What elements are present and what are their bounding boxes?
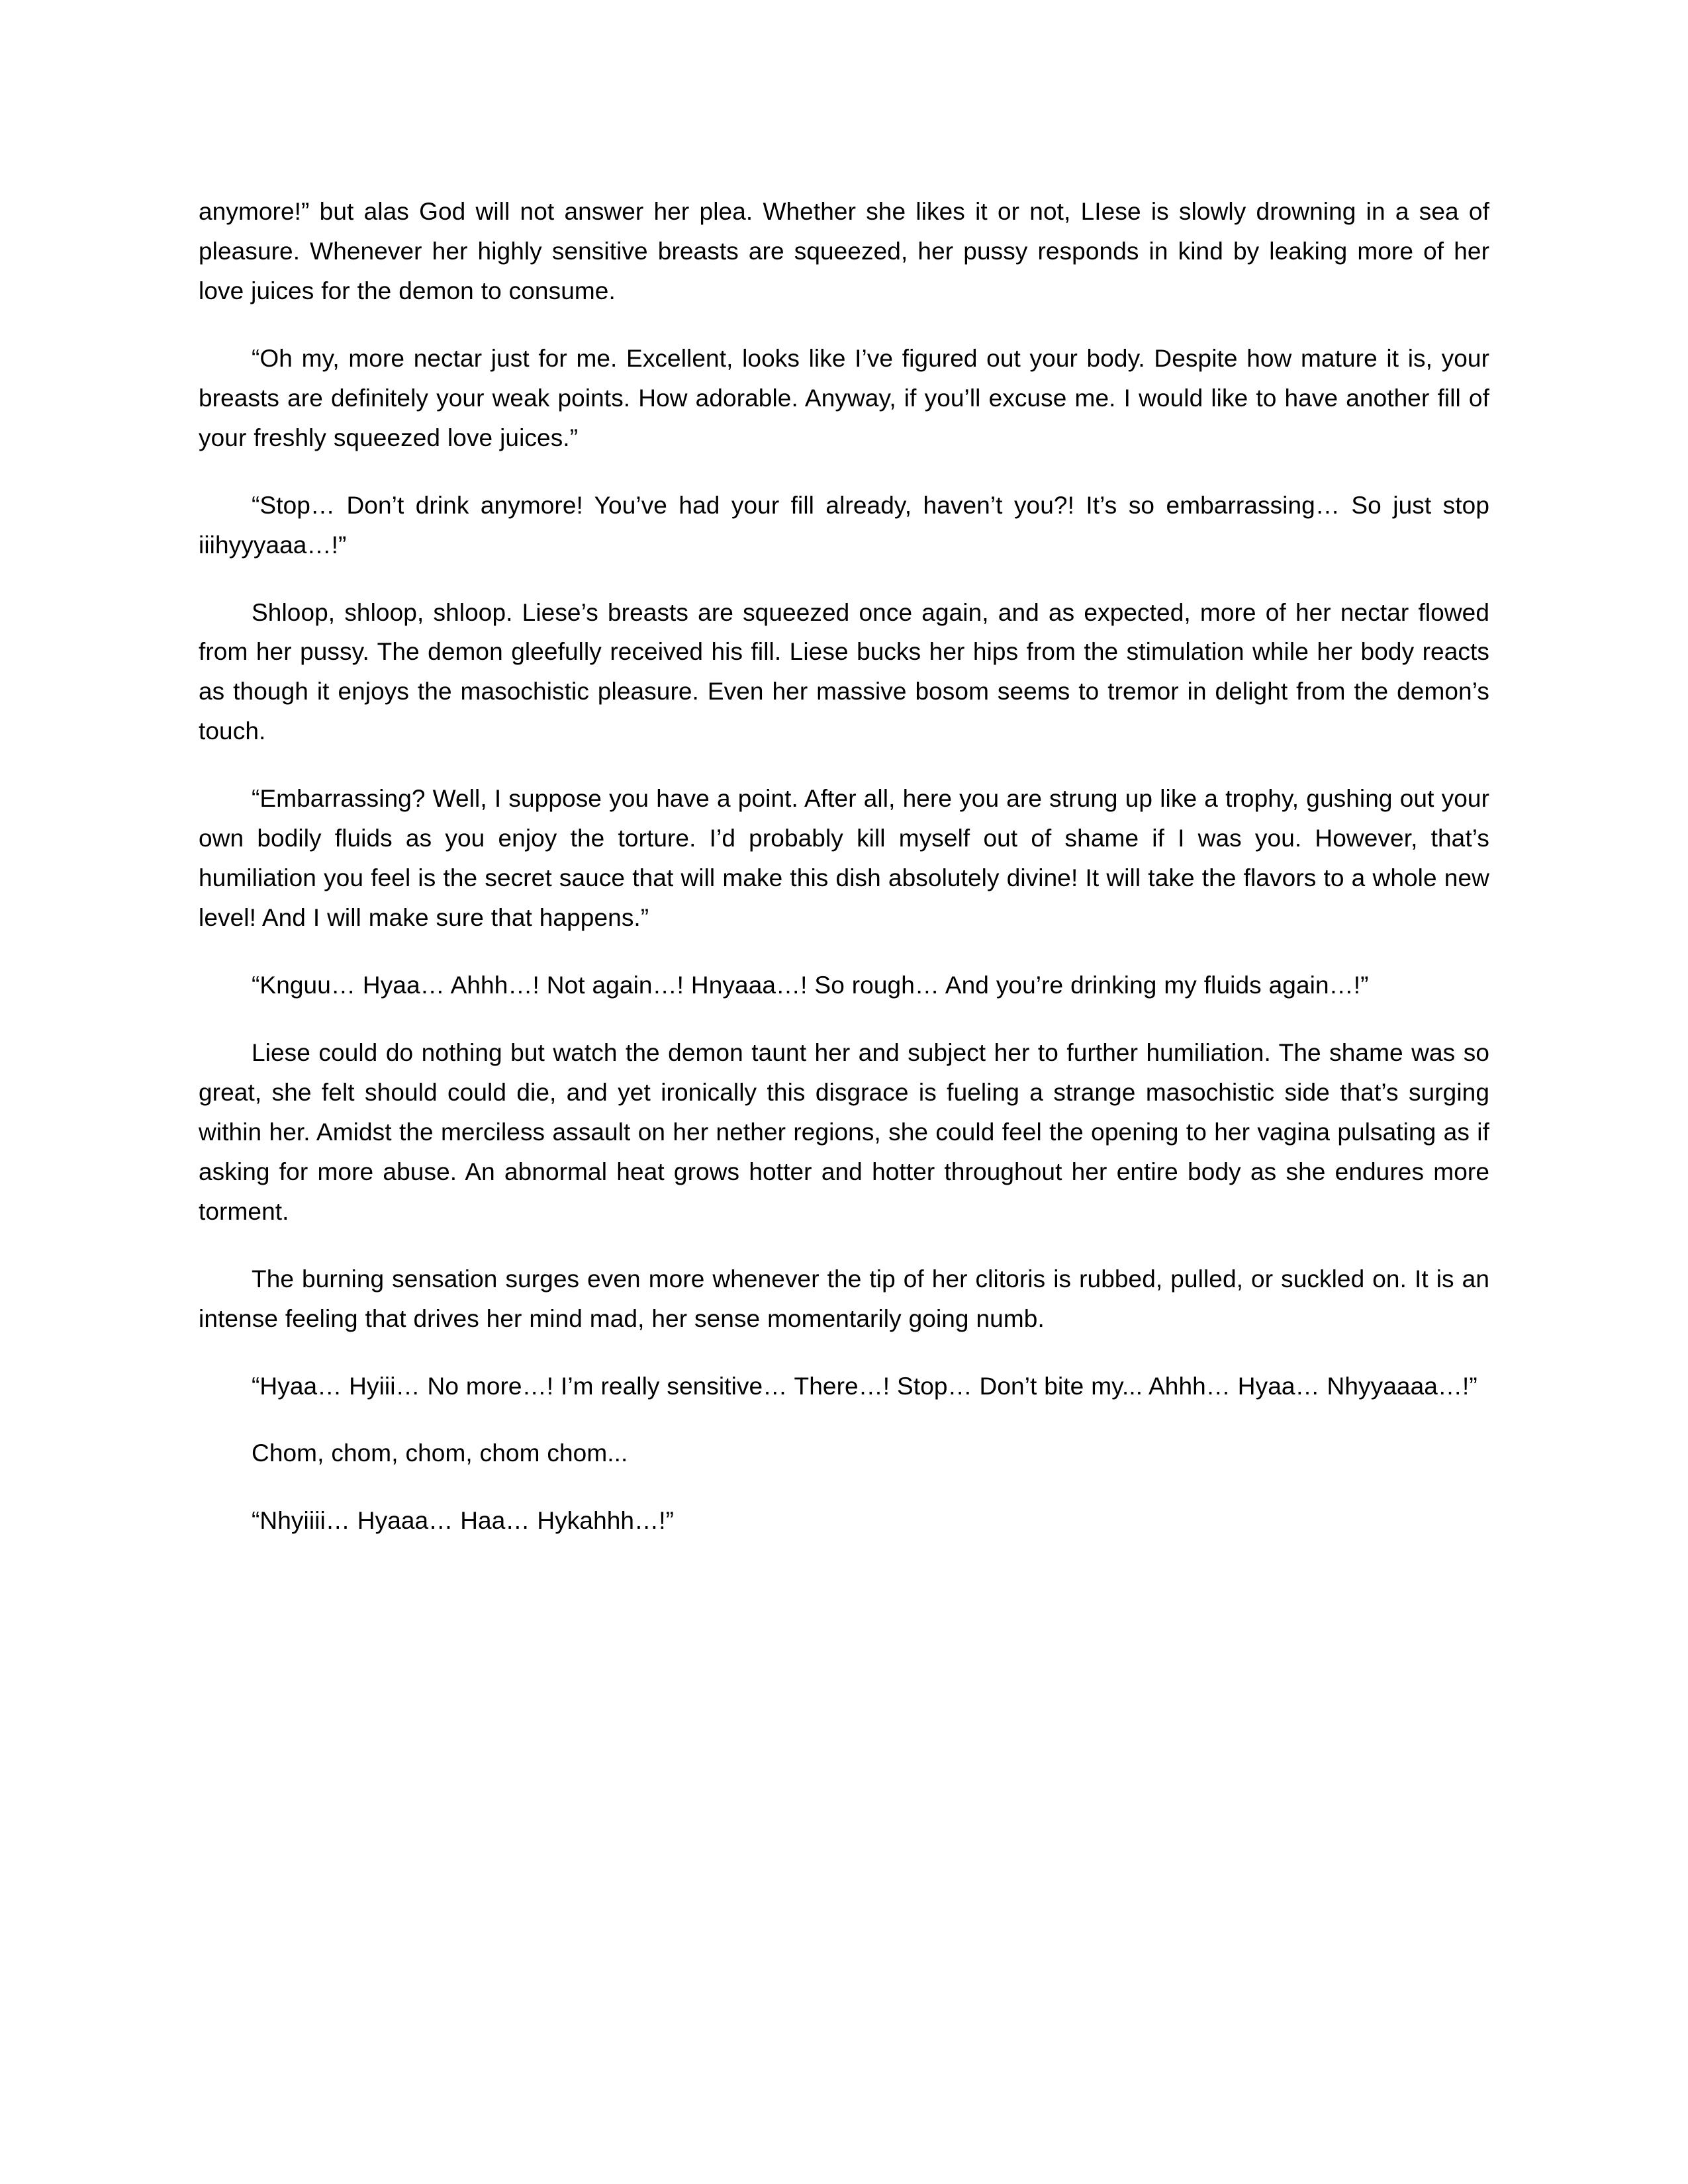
document-text-body [199,192,1489,1541]
paragraph: “Embarrassing? Well, I suppose you have a point. After all, here you are strung up like a trophy, gushing out your own bodily fluids as you enjoy the torture. I’d probably kill myself out of shame if I was you. However, that’s humiliation you feel is the secret sauce that will make this dish absolutely divine! It will take the flavors to a whole new level! And I will make sure that happens.” [199,785,1489,932]
paragraph: “Stop… Don’t drink anymore! You’ve had your fill already, haven’t you?! It’s so embarrassing… So just stop iiihyyyaaa…!” [199,491,1489,559]
paragraph: “Oh my, more nectar just for me. Excellent, looks like I’ve figured out your body. Despite how mature it is, your breasts are definitely your weak points. How adorable. Anyway, if you’ll excuse me. I would like to have another fill of your freshly squeezed love juices.” [199,344,1489,451]
paragraph: “Knguu… Hyaa… Ahhh…! Not again…! Hnyaaa…! So rough… And you’re drinking my fluids again…!” [252,972,1369,999]
paragraph: Chom, chom, chom, chom chom... [252,1439,628,1467]
paragraph: anymore!” but alas God will not answer her plea. Whether she likes it or not, LIese is slowly drowning in a sea of pleasure. Whenever her highly sensitive breasts are squeezed, her pussy responds in kind by leaking more of her love juices for the demon to consume. [199,198,1489,304]
paragraph: Shloop, shloop, shloop. Liese’s breasts are squeezed once again, and as expected, more of her nectar flowed from her pussy. The demon gleefully received his fill. Liese bucks her hips from the stimulation while her body reacts as though it enjoys the masochistic pleasure. Even her massive bosom seems to tremor in delight from the demon’s touch. [199,598,1489,745]
paragraph: The burning sensation surges even more whenever the tip of her clitoris is rubbed, pulled, or suckled on. It is an intense feeling that drives her mind mad, her sense momentarily going numb. [199,1265,1489,1332]
paragraph: Liese could do nothing but watch the demon taunt her and subject her to further humiliation. The shame was so great, she felt should could die, and yet ironically this disgrace is fueling a strange masochistic side that’s surging within her. Amidst the merciless assault on her nether regions, she could feel the opening to her vagina pulsating as if asking for more abuse. An abnormal heat grows hotter and hotter throughout her entire body as she endures more torment. [199,1038,1489,1225]
paragraph: “Hyaa… Hyiii… No more…! I’m really sensitive… There…! Stop… Don’t bite my... Ahhh… Hyaa… Nhyyaaaa…!” [252,1372,1477,1400]
paragraph: “Nhyiiii… Hyaaa… Haa… Hykahhh…!” [252,1507,674,1535]
